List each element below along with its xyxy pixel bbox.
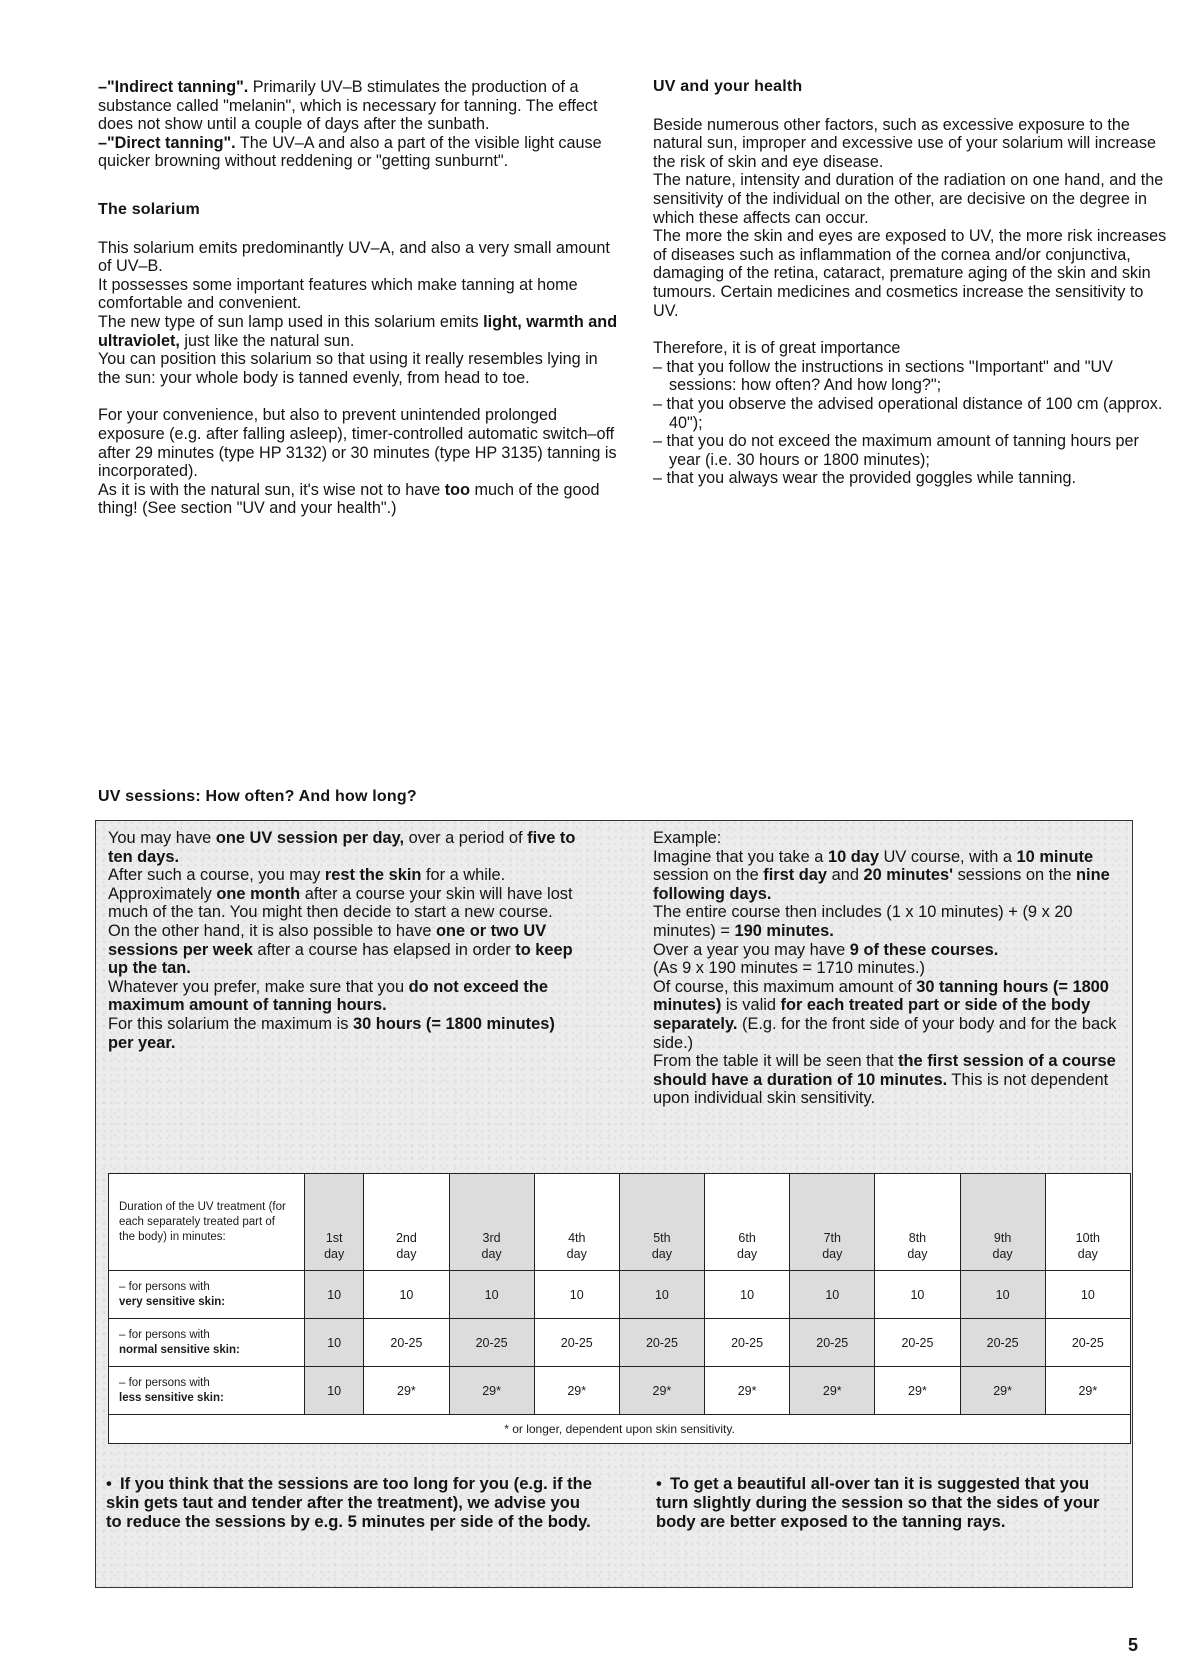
bullet-dot-icon: • <box>106 1474 112 1493</box>
list-item: – that you follow the instructions in sections "Important" and "UV sessions: how often? And how long?"; <box>653 358 1168 395</box>
example-sentence-6: From the table it will be seen that the first session of a course should have a duration of 10 minutes. This is not dependent upon individual skin sensitivity. <box>653 1052 1116 1108</box>
example-sentence-3: Over a year you may have 9 of these courses. <box>653 940 999 959</box>
table-cell: 10 <box>705 1271 790 1319</box>
table-cell: 29* <box>960 1367 1045 1415</box>
importance-list <box>653 358 1168 488</box>
table-header-row <box>109 1174 1131 1271</box>
table-cell: 10 <box>364 1271 449 1319</box>
health-p2: The nature, intensity and duration of the radiation on one hand, and the sensitivity of the individual on the other, are decisive on the degree in which these affects can occur. <box>653 171 1164 227</box>
table-header-day: 1st day <box>305 1174 364 1271</box>
direct-tanning-label: –"Direct tanning". <box>98 133 236 152</box>
solarium-heading: The solarium <box>98 200 200 218</box>
table-cell: 29* <box>875 1367 960 1415</box>
uv-health-heading: UV and your health <box>653 78 803 95</box>
table-cell: 10 <box>305 1319 364 1367</box>
sessions-sentence-2: After such a course, you may rest the skin for a while. <box>108 866 506 885</box>
example-sentence-5: Of course, this maximum amount of 30 tanning hours (= 1800 minutes) is valid for each treated part or side of the body separately. (E.g. for the front side of your body and for the back side.) <box>653 977 1117 1052</box>
table-cell: 20-25 <box>534 1319 619 1367</box>
table-cell: 10 <box>960 1271 1045 1319</box>
convenience-p2-bold: too <box>444 480 470 499</box>
table-cell: 10 <box>619 1271 704 1319</box>
therefore-text: Therefore, it is of great importance <box>653 339 901 358</box>
left-column <box>98 78 618 518</box>
convenience-p2 <box>98 481 618 518</box>
row-label: – for persons with less sensitive skin: <box>109 1367 305 1415</box>
bullet-reduce-sessions <box>106 1475 596 1531</box>
table-cell: 10 <box>790 1271 875 1319</box>
table-header-day: 7th day <box>790 1174 875 1271</box>
sessions-example-text <box>653 829 1123 1108</box>
table-header-day: 4th day <box>534 1174 619 1271</box>
table-cell: 10 <box>305 1271 364 1319</box>
table-row <box>109 1271 1131 1319</box>
indirect-tanning-text: Primarily UV–B stimulates the production of a substance called "melanin", which is necessary for tanning. The effect does not show until a couple of days after the sunbath. <box>98 78 598 134</box>
uv-sessions-title: UV sessions: How often? And how long? <box>98 788 417 805</box>
solarium-p3-bold: light, warmth and ultraviolet, <box>98 312 618 350</box>
table-cell: 10 <box>875 1271 960 1319</box>
table-cell: 29* <box>449 1367 534 1415</box>
bullet-left-text: If you think that the sessions are too long for you (e.g. if the skin gets taut and tender after the treatment), we advise you to reduce the sessions by e.g. 5 minutes per side of the body. <box>106 1474 593 1531</box>
table-header-day: 3rd day <box>449 1174 534 1271</box>
row-label: – for persons with very sensitive skin: <box>109 1271 305 1319</box>
table-header-label: Duration of the UV treatment (for each separately treated part of the body) in minutes: <box>109 1174 305 1271</box>
table-cell: 29* <box>619 1367 704 1415</box>
table-header-day: 6th day <box>705 1174 790 1271</box>
convenience-p2-b: much of the good thing! (See section "UV and your health".) <box>98 480 600 518</box>
direct-tanning-text: The UV–A and also a part of the visible light cause quicker browning without reddening or "getting sunburnt". <box>98 133 602 171</box>
table-cell: 10 <box>449 1271 534 1319</box>
list-item: – that you do not exceed the maximum amount of tanning hours per year (i.e. 30 hours or 1800 minutes); <box>653 432 1168 469</box>
example-sentence-4: (As 9 x 190 minutes = 1710 minutes.) <box>653 959 925 978</box>
table-header-day: 8th day <box>875 1174 960 1271</box>
bullet-right-text: To get a beautiful all-over tan it is suggested that you turn slightly during the session so that the sides of your body are better exposed to the tanning rays. <box>656 1474 1100 1531</box>
session-schedule-table <box>108 1173 1131 1444</box>
table-cell: 20-25 <box>619 1319 704 1367</box>
example-label: Example: <box>653 829 722 847</box>
sessions-left-text <box>108 829 578 1052</box>
right-column <box>653 78 1168 488</box>
convenience-p1: For your convenience, but also to prevent unintended prolonged exposure (e.g. after falling asleep), timer-controlled automatic switch–off after 29 minutes (type HP 3132) or 30 minutes (type HP 3135) tanning is incorporated). <box>98 406 617 481</box>
bullet-all-over-tan <box>656 1475 1116 1531</box>
direct-tanning-paragraph <box>98 134 618 171</box>
sessions-sentence-5: Whatever you prefer, make sure that you do not exceed the maximum amount of tanning hours. <box>108 977 549 1015</box>
list-item: – that you observe the advised operational distance of 100 cm (approx. 40"); <box>653 395 1168 432</box>
solarium-p3-a: The new type of sun lamp used in this solarium emits <box>98 312 484 331</box>
sessions-sentence-6: For this solarium the maximum is 30 hours (= 1800 minutes) per year. <box>108 1014 555 1052</box>
table-cell: 20-25 <box>705 1319 790 1367</box>
table-cell: 29* <box>705 1367 790 1415</box>
table-row <box>109 1367 1131 1415</box>
health-p3: The more the skin and eyes are exposed to UV, the more risk increases of diseases such as inflammation of the cornea and/or conjunctiva, damaging of the retina, cataract, premature aging of the skin and skin tumours. Certain medicines and cosmetics increase the sensitivity to UV. <box>653 227 1167 320</box>
table-footnote: * or longer, dependent upon skin sensitivity. <box>109 1415 1131 1444</box>
table-cell: 10 <box>305 1367 364 1415</box>
table-footnote-row <box>109 1415 1131 1444</box>
table-cell: 20-25 <box>790 1319 875 1367</box>
sessions-sentence-3: Approximately one month after a course your skin will have lost much of the tan. You might then decide to start a new course. <box>108 884 573 922</box>
table-cell: 29* <box>790 1367 875 1415</box>
table-header-day: 9th day <box>960 1174 1045 1271</box>
example-sentence-2: The entire course then includes (1 x 10 minutes) + (9 x 20 minutes) = 190 minutes. <box>653 903 1073 940</box>
table-cell: 20-25 <box>875 1319 960 1367</box>
solarium-p4: You can position this solarium so that using it really resembles lying in the sun: your whole body is tanned evenly, from head to toe. <box>98 350 598 387</box>
example-sentence-1: Imagine that you take a 10 day UV course, with a 10 minute session on the first day and 20 minutes' sessions on the nine following days. <box>653 847 1110 903</box>
table-cell: 29* <box>534 1367 619 1415</box>
table-header-day: 10th day <box>1045 1174 1130 1271</box>
bullet-dot-icon: • <box>656 1474 662 1493</box>
table-cell: 20-25 <box>1045 1319 1130 1367</box>
table-cell: 20-25 <box>449 1319 534 1367</box>
indirect-tanning-label: –"Indirect tanning". <box>98 78 249 96</box>
table-header-day: 5th day <box>619 1174 704 1271</box>
sessions-sentence-1: You may have one UV session per day, over a period of five to ten days. <box>108 829 576 866</box>
row-label: – for persons with normal sensitive skin: <box>109 1319 305 1367</box>
solarium-p2: It possesses some important features which make tanning at home comfortable and convenient. <box>98 275 578 313</box>
table-cell: 20-25 <box>364 1319 449 1367</box>
indirect-tanning-paragraph <box>98 78 618 134</box>
page-number: 5 <box>1128 1635 1139 1655</box>
sessions-sentence-4: On the other hand, it is also possible to have one or two UV sessions per week after a course has elapsed in order to keep up the tan. <box>108 921 573 978</box>
table-cell: 29* <box>364 1367 449 1415</box>
health-p1: Beside numerous other factors, such as excessive exposure to the natural sun, improper and excessive use of your solarium will increase the risk of skin and eye disease. <box>653 115 1156 171</box>
solarium-p1: This solarium emits predominantly UV–A, and also a very small amount of UV–B. <box>98 238 610 276</box>
uv-sessions-box <box>95 820 1133 1588</box>
table-cell: 10 <box>534 1271 619 1319</box>
table-row <box>109 1319 1131 1367</box>
solarium-p3 <box>98 313 618 350</box>
table-cell: 20-25 <box>960 1319 1045 1367</box>
solarium-p3-b: just like the natural sun. <box>179 331 355 350</box>
list-item: – that you always wear the provided goggles while tanning. <box>653 469 1168 488</box>
convenience-p2-a: As it is with the natural sun, it's wise not to have <box>98 480 445 499</box>
table-cell: 10 <box>1045 1271 1130 1319</box>
table-cell: 29* <box>1045 1367 1130 1415</box>
table-header-day: 2nd day <box>364 1174 449 1271</box>
